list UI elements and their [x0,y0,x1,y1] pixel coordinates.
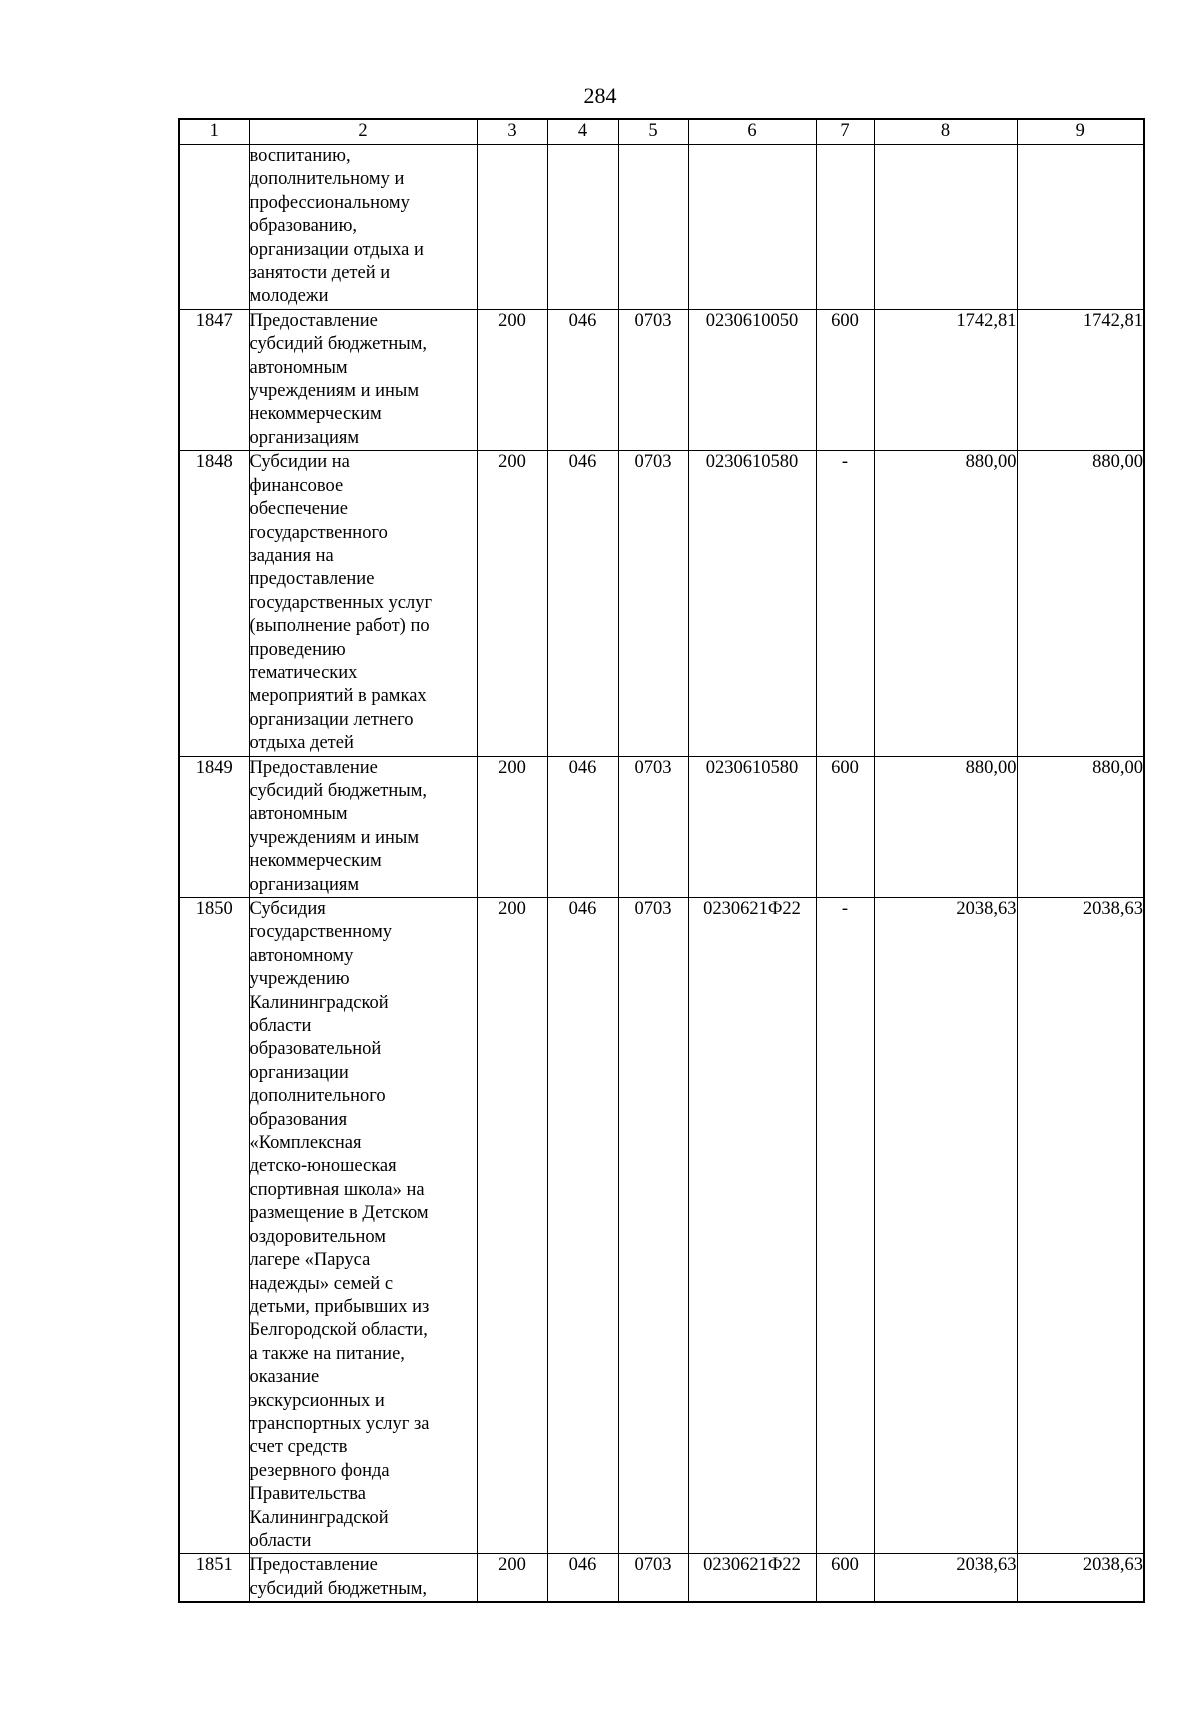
table-row [179,451,1144,756]
code-7-cell: 600 [816,1554,874,1602]
row-number-cell [179,145,249,310]
code-7-cell [816,145,874,310]
amount-9-cell [1017,145,1144,310]
table-row [179,898,1144,1554]
item-name-cell: Предоставление субсидий бюджетным, автономным учреждениям и иным некоммерческим организациям [249,309,477,450]
item-name-cell: Предоставление субсидий бюджетным, [249,1554,477,1602]
column-header-row [179,119,1144,145]
item-name-cell: Субсидии на финансовое обеспечение государственного задания на предоставление государственных услуг (выполнение работ) по проведению тематических мероприятий в рамках организации летнего отдыха детей [249,451,477,756]
code-7-cell: - [816,451,874,756]
code-6-cell: 0230610050 [688,309,816,450]
amount-8-cell: 880,00 [874,756,1017,897]
code-4-cell: 046 [547,309,618,450]
code-3-cell: 200 [477,756,547,897]
row-number-cell: 1851 [179,1554,249,1602]
code-7-cell: - [816,898,874,1554]
code-4-cell: 046 [547,451,618,756]
code-4-cell: 046 [547,898,618,1554]
amount-8-cell: 2038,63 [874,898,1017,1554]
table-row [179,1554,1144,1602]
item-name-cell: Субсидия государственному автономному учреждению Калининградской области образовательной организации дополнительного образования «Комплексная детско-юношеская спортивная школа» на размещение в Детском оздоровительном лагере «Паруса надежды» семей с детьми, прибывших из Белгородской области, а также на питание, оказание экскурсионных и транспортных услуг за счет средств резервного фонда Правительства Калининградской области [249,898,477,1554]
page-number: 284 [583,83,617,108]
code-6-cell [688,145,816,310]
column-header: 6 [688,119,816,145]
column-header: 8 [874,119,1017,145]
code-3-cell: 200 [477,1554,547,1602]
column-header: 7 [816,119,874,145]
code-6-cell: 0230621Ф22 [688,898,816,1554]
code-5-cell: 0703 [618,756,688,897]
column-header: 4 [547,119,618,145]
column-header: 2 [249,119,477,145]
code-5-cell: 0703 [618,451,688,756]
amount-9-cell: 2038,63 [1017,1554,1144,1602]
code-3-cell [477,145,547,310]
code-5-cell: 0703 [618,898,688,1554]
amount-8-cell: 1742,81 [874,309,1017,450]
amount-9-cell: 1742,81 [1017,309,1144,450]
table-row [179,756,1144,897]
amount-8-cell: 880,00 [874,451,1017,756]
item-name-cell: воспитанию, дополнительному и профессиональному образованию, организации отдыха и занятости детей и молодежи [249,145,477,310]
table-body [179,145,1144,1603]
table-row [179,309,1144,450]
amount-9-cell: 880,00 [1017,451,1144,756]
code-3-cell: 200 [477,451,547,756]
code-6-cell: 0230621Ф22 [688,1554,816,1602]
code-4-cell: 046 [547,1554,618,1602]
row-number-cell: 1847 [179,309,249,450]
column-header: 3 [477,119,547,145]
item-name-cell: Предоставление субсидий бюджетным, автономным учреждениям и иным некоммерческим организациям [249,756,477,897]
code-4-cell: 046 [547,756,618,897]
row-number-cell: 1848 [179,451,249,756]
code-3-cell: 200 [477,309,547,450]
amount-9-cell: 880,00 [1017,756,1144,897]
amount-8-cell: 2038,63 [874,1554,1017,1602]
column-header: 1 [179,119,249,145]
code-6-cell: 0230610580 [688,756,816,897]
amount-9-cell: 2038,63 [1017,898,1144,1554]
code-7-cell: 600 [816,309,874,450]
code-4-cell [547,145,618,310]
column-header: 5 [618,119,688,145]
code-7-cell: 600 [816,756,874,897]
code-5-cell: 0703 [618,309,688,450]
row-number-cell: 1850 [179,898,249,1554]
column-header: 9 [1017,119,1144,145]
budget-table [178,118,1145,1603]
table-row [179,145,1144,310]
amount-8-cell [874,145,1017,310]
code-6-cell: 0230610580 [688,451,816,756]
code-3-cell: 200 [477,898,547,1554]
code-5-cell [618,145,688,310]
code-5-cell: 0703 [618,1554,688,1602]
row-number-cell: 1849 [179,756,249,897]
